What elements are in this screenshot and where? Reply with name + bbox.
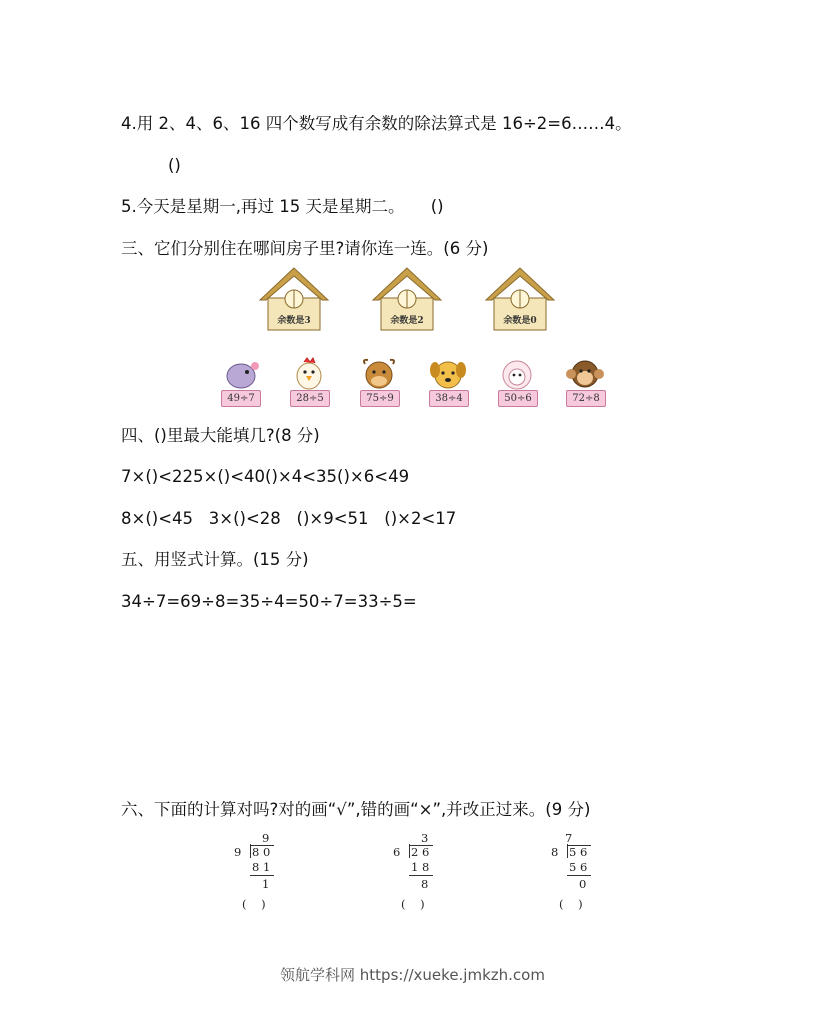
division-bracket <box>404 844 410 858</box>
animal-card-bird[interactable] <box>217 356 263 408</box>
dividend: 5 6 <box>569 845 588 859</box>
houses-row <box>258 266 568 336</box>
quotient: 7 <box>565 831 573 845</box>
house-label: 余数是3 <box>277 316 311 326</box>
expression-tag: 49÷7 <box>221 390 261 407</box>
divisor: 8 <box>551 845 559 859</box>
animals-row <box>213 356 613 410</box>
long-division-2 <box>391 832 451 912</box>
section-5-row: 34÷7=69÷8=35÷4=50÷7=33÷5= <box>121 592 417 611</box>
dividend: 2 6 <box>411 845 430 859</box>
expression-tag: 28÷5 <box>290 390 330 407</box>
dividend: 8 0 <box>252 845 271 859</box>
quotient: 3 <box>421 831 429 845</box>
remainder: 1 <box>262 877 270 891</box>
product: 5 6 <box>569 860 588 874</box>
remainder: 0 <box>579 877 587 891</box>
expression-tag: 72÷8 <box>566 390 606 407</box>
animal-card-cow[interactable] <box>356 356 402 408</box>
dog-icon <box>425 356 471 392</box>
subtraction-bar <box>250 875 274 876</box>
expression-tag: 75÷9 <box>360 390 400 407</box>
answer-paren: ( ) <box>401 897 425 911</box>
subtraction-bar <box>567 875 591 876</box>
house-remainder-0[interactable] <box>484 266 556 332</box>
long-division-1 <box>232 832 292 912</box>
question-4: 4.用 2、4、6、16 四个数写成有余数的除法算式是 16÷2=6……4。 <box>121 114 632 133</box>
cow-icon <box>356 356 402 392</box>
quotient: 9 <box>262 831 270 845</box>
expression-tag: 38÷4 <box>429 390 469 407</box>
chicken-icon <box>286 356 332 392</box>
animal-card-monkey[interactable] <box>562 356 608 408</box>
divisor: 6 <box>393 845 401 859</box>
footer-watermark: 领航学科网 https://xueke.jmkzh.com <box>280 966 545 984</box>
product: 1 8 <box>411 860 430 874</box>
house-remainder-2[interactable] <box>371 266 443 332</box>
section-6-heading: 六、下面的计算对吗?对的画“√”,错的画“×”,并改正过来。(9 分) <box>121 800 591 819</box>
question-4-answer-paren: () <box>168 156 181 175</box>
bird-icon <box>217 356 263 392</box>
section-4-row-2: 8×()<45 3×()<28 ()×9<51 ()×2<17 <box>121 509 457 528</box>
remainder: 8 <box>421 877 429 891</box>
section-3-heading: 三、它们分别住在哪间房子里?请你连一连。(6 分) <box>121 239 489 258</box>
division-bracket <box>245 844 251 858</box>
subtraction-bar <box>409 875 433 876</box>
animal-card-sheep[interactable] <box>494 356 540 408</box>
divisor: 9 <box>234 845 242 859</box>
section-4-heading: 四、()里最大能填几?(8 分) <box>121 426 320 445</box>
answer-paren: ( ) <box>242 897 266 911</box>
answer-paren: ( ) <box>559 897 583 911</box>
monkey-icon <box>562 356 608 392</box>
long-division-3 <box>549 832 609 912</box>
animal-card-dog[interactable] <box>425 356 471 408</box>
section-5-heading: 五、用竖式计算。(15 分) <box>121 550 309 569</box>
house-label: 余数是0 <box>503 316 537 326</box>
house-remainder-3[interactable] <box>258 266 330 332</box>
question-5: 5.今天是星期一,再过 15 天是星期二。 () <box>121 197 444 216</box>
product: 8 1 <box>252 860 271 874</box>
animal-card-chicken[interactable] <box>286 356 332 408</box>
house-label: 余数是2 <box>390 316 424 326</box>
sheep-icon <box>494 356 540 392</box>
expression-tag: 50÷6 <box>498 390 538 407</box>
division-bracket <box>562 844 568 858</box>
section-4-row-1: 7×()<225×()<40()×4<35()×6<49 <box>121 467 410 486</box>
